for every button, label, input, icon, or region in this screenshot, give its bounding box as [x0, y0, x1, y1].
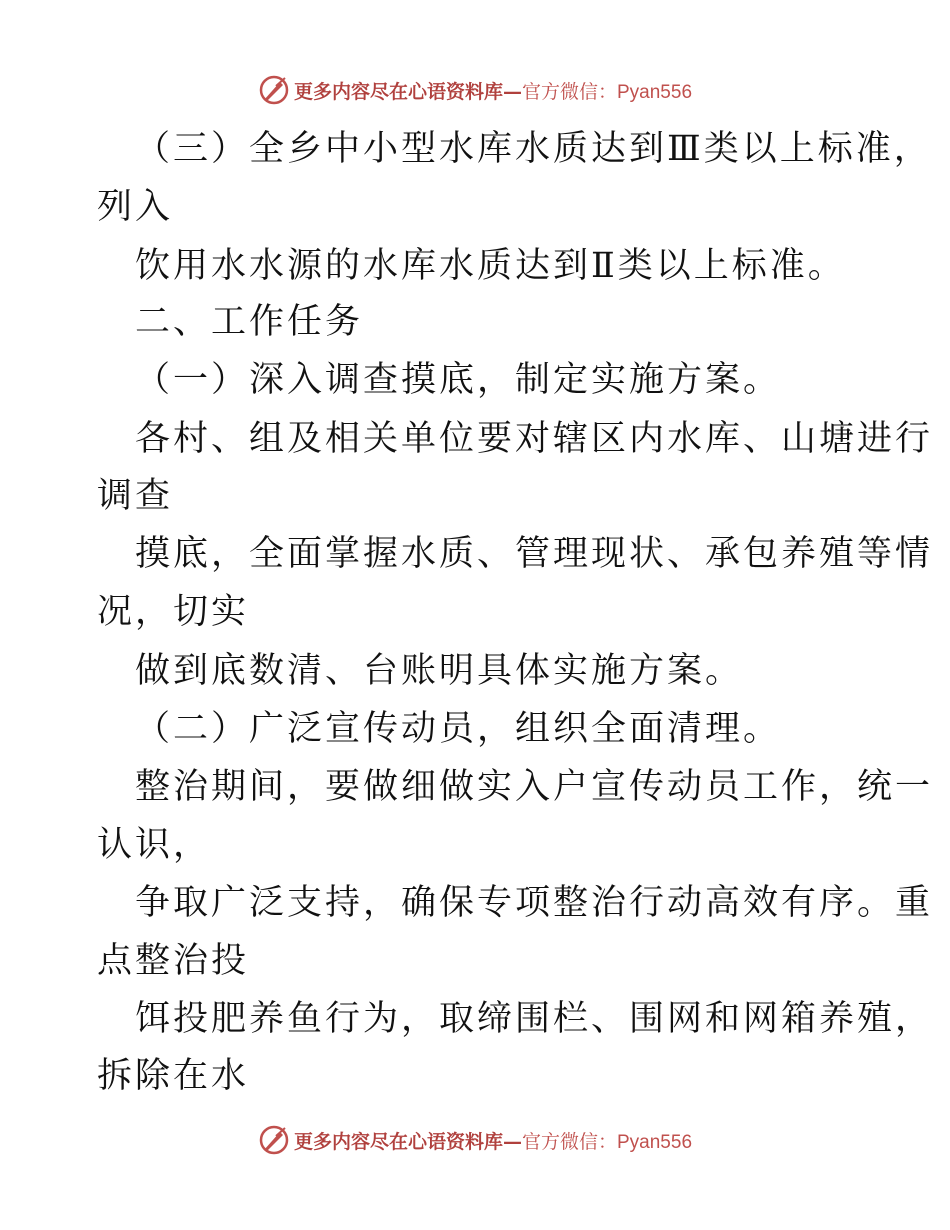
banner-contact: 官方微信：Pyan556 — [522, 81, 693, 103]
subsection-heading: （一）深入调查摸底，制定实施方案。 — [135, 360, 782, 400]
paragraph-line: 调查 — [97, 476, 174, 516]
section-heading: 二、工作任务 — [135, 302, 364, 342]
paragraph-line: 饮用水水源的水库水质达到Ⅱ类以上标准。 — [135, 246, 846, 286]
paragraph-line: 整治期间，要做细做实入户宣传动员工作，统一 — [135, 767, 934, 807]
quill-logo-icon — [258, 74, 290, 106]
paragraph-line: 饵投肥养鱼行为，取缔围栏、围网和网箱养殖， — [135, 999, 934, 1039]
banner-contact: 官方微信：Pyan556 — [522, 1131, 693, 1153]
banner-text: 更多内容尽在心语资料库— — [293, 80, 522, 103]
paragraph-line: 认识， — [97, 825, 212, 865]
banner-text: 更多内容尽在心语资料库— — [293, 1130, 522, 1153]
quill-logo-icon — [258, 1124, 290, 1156]
paragraph-line: 摸底，全面掌握水质、管理现状、承包养殖等情 — [135, 534, 934, 574]
paragraph-line: 况，切实 — [97, 592, 250, 632]
header-banner — [0, 70, 950, 110]
paragraph-line: 做到底数清、台账明具体实施方案。 — [135, 651, 744, 691]
footer-banner — [0, 1120, 950, 1160]
paragraph-line: 列入 — [97, 187, 174, 227]
paragraph-line: （三）全乡中小型水库水质达到Ⅲ类以上标准， — [135, 129, 932, 169]
paragraph-line: 点整治投 — [97, 941, 250, 981]
subsection-heading: （二）广泛宣传动员，组织全面清理。 — [135, 709, 782, 749]
paragraph-line: 各村、组及相关单位要对辖区内水库、山塘进行 — [135, 419, 934, 459]
paragraph-line: 拆除在水 — [97, 1056, 250, 1096]
paragraph-line: 争取广泛支持，确保专项整治行动高效有序。重 — [135, 883, 934, 923]
